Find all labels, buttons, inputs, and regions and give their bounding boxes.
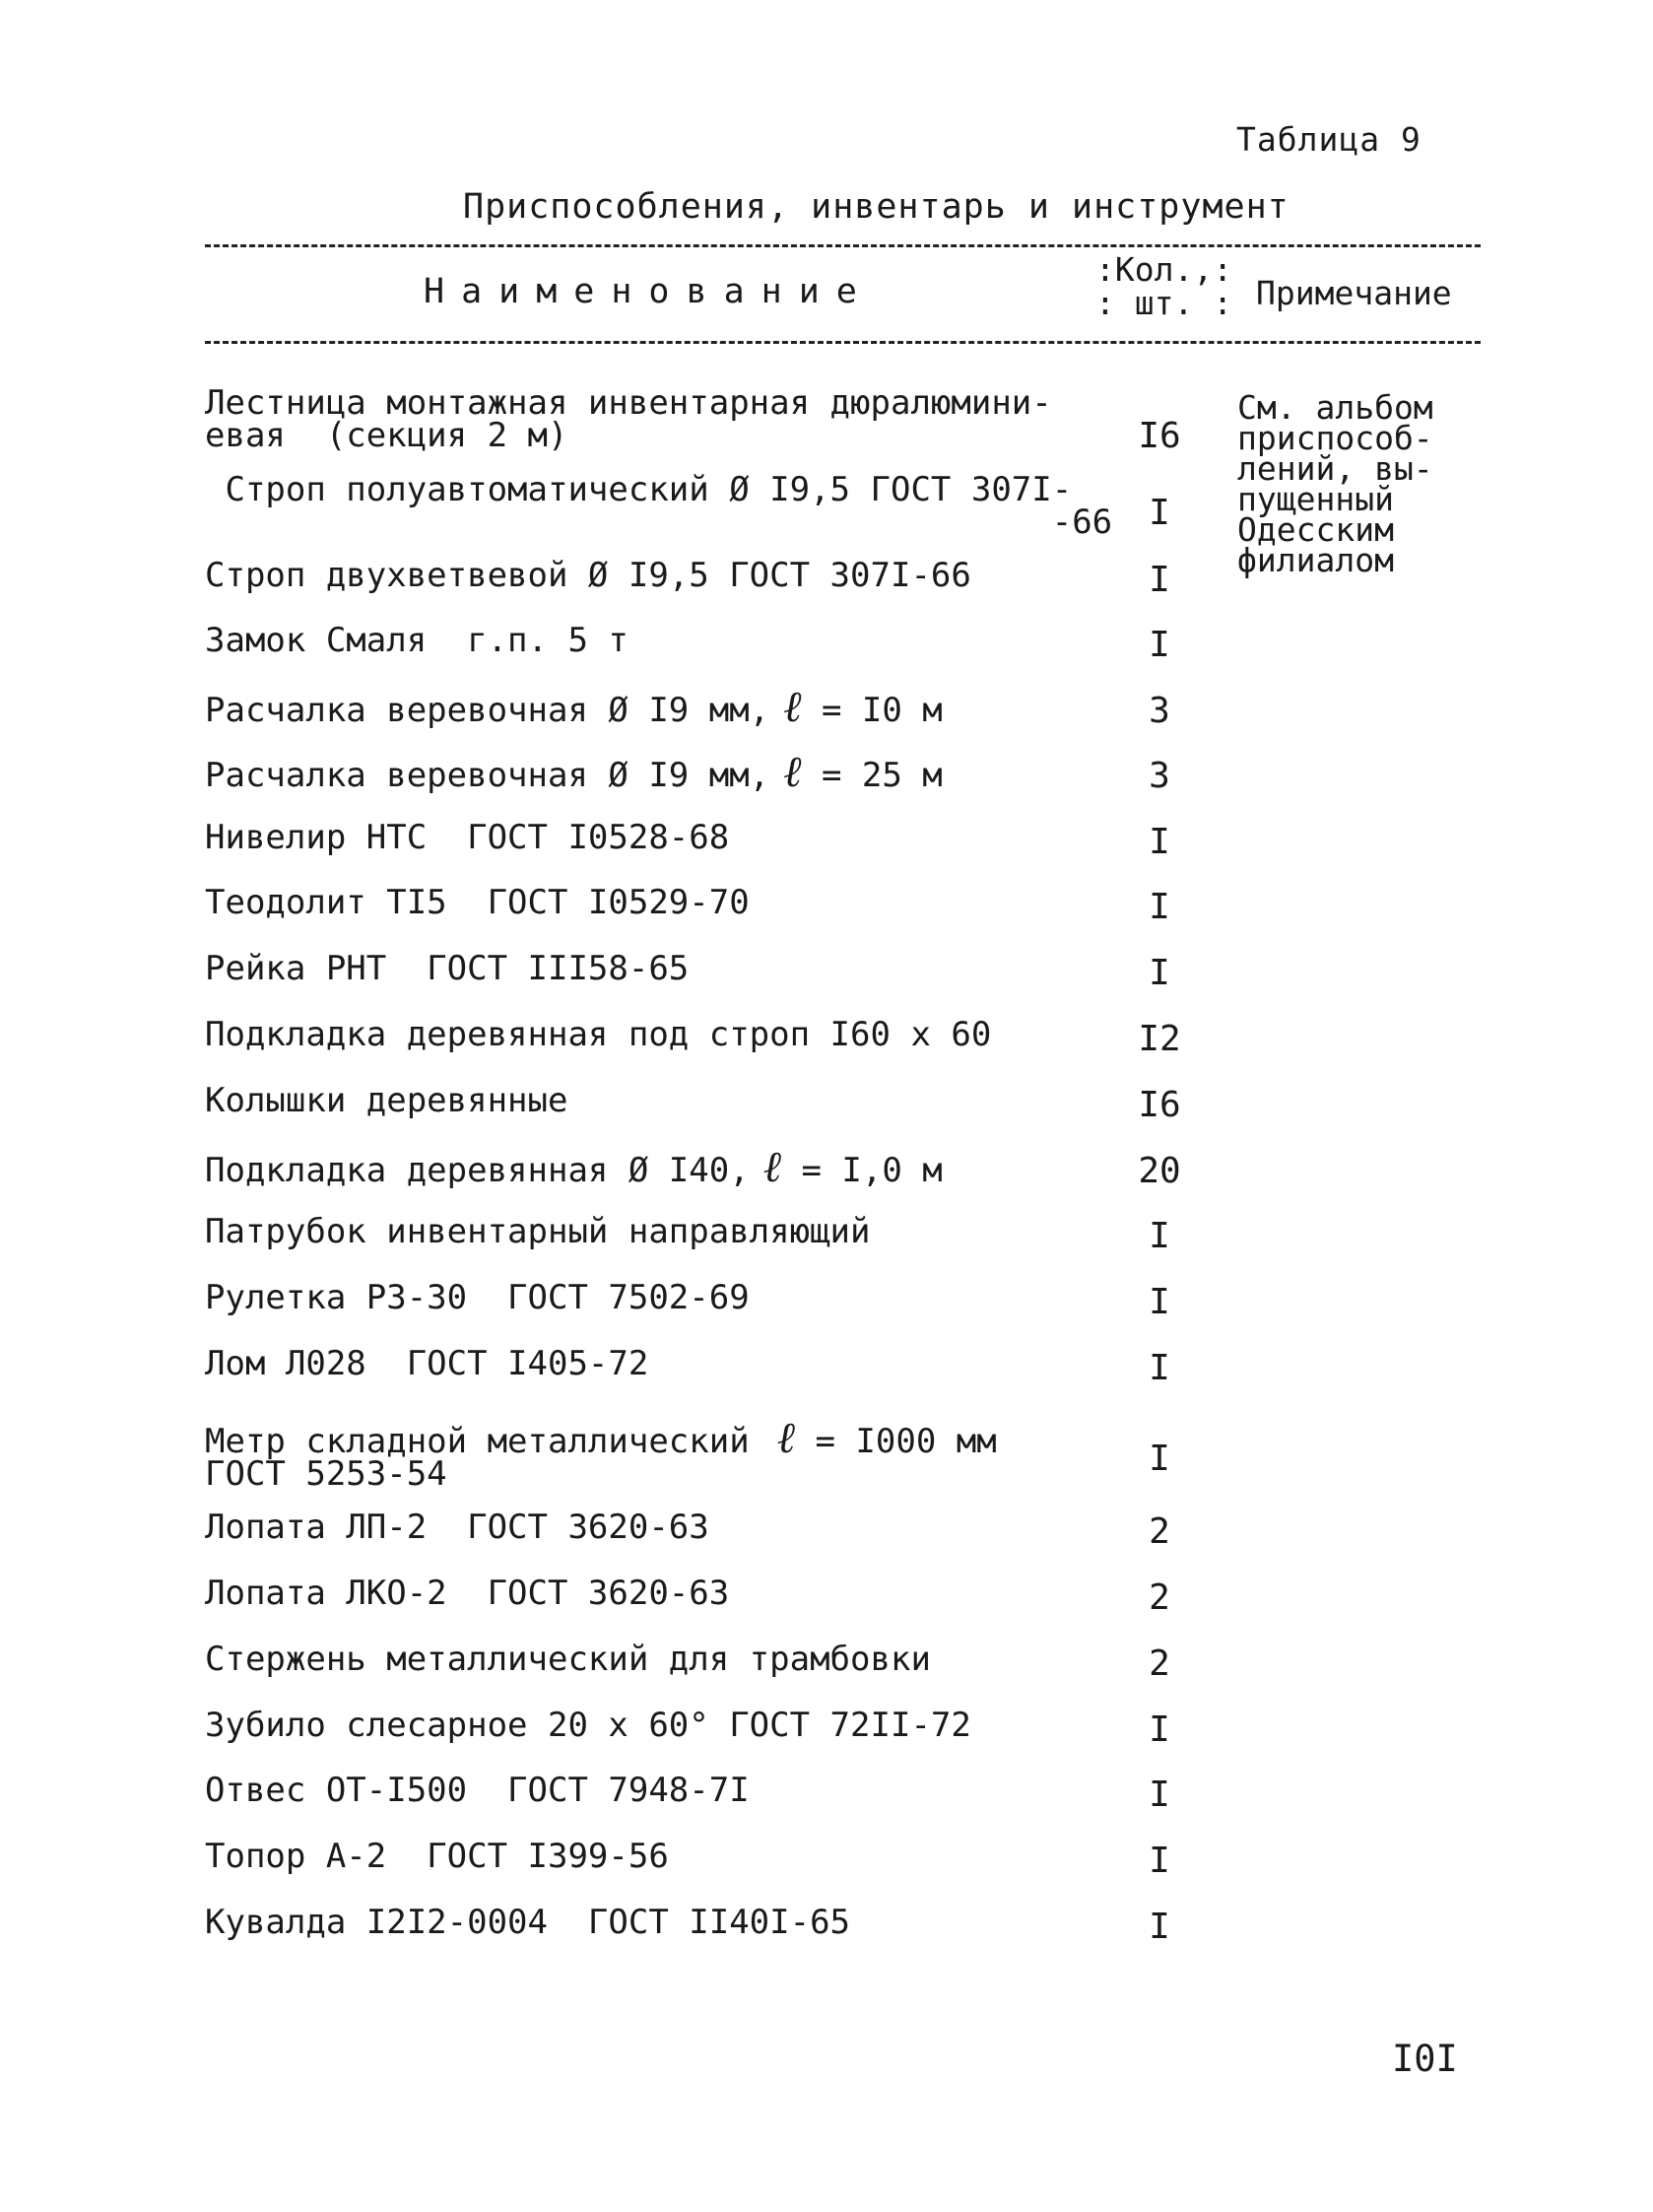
row-name-text: Замок Смаля г.п. 5 т: [205, 621, 628, 660]
row-name-text: Расчалка веревочная Ø I9 мм,: [205, 756, 770, 795]
row-name: [205, 949, 690, 988]
row-name-text: Кувалда I2I2-0004 ГОСТ II40I-65: [205, 1903, 851, 1942]
row-name: [205, 1903, 851, 1942]
column-header-name: Наименование: [424, 272, 874, 311]
column-header-qty: :Кол.,: : шт. :: [1095, 250, 1233, 322]
row-name-text: Лестница монтажная инвентарная дюралюмини- евая (секция 2 м): [205, 383, 1052, 455]
row-qty: 2: [1149, 1643, 1170, 1684]
row-qty: 3: [1149, 691, 1170, 731]
row-name: [205, 818, 730, 857]
row-name-text: Рейка РНТ ГОСТ III58-65: [205, 949, 690, 988]
row-qty: 2: [1149, 1511, 1170, 1552]
row-qty: I: [1149, 1841, 1170, 1881]
row-qty: I: [1149, 822, 1170, 862]
row-name-text: Расчалка веревочная Ø I9 мм,: [205, 691, 770, 730]
row-qty: 20: [1138, 1151, 1181, 1191]
row-name: [205, 383, 1052, 455]
row-qty: 3: [1149, 756, 1170, 796]
row-name: [205, 1142, 943, 1192]
row-name-text: Подкладка деревянная Ø I40,: [205, 1151, 750, 1190]
page-number: I0I: [1392, 2038, 1458, 2080]
row-name-text-after: = I0 м: [801, 691, 943, 730]
row-name-text: Топор А-2 ГОСТ I399-56: [205, 1837, 669, 1876]
row-qty: I: [1149, 625, 1170, 665]
length-symbol: ℓ: [769, 682, 802, 732]
column-header-note: Примечание: [1256, 274, 1452, 312]
row-name: [205, 1278, 750, 1317]
row-name: [205, 883, 750, 922]
row-name: [205, 1081, 568, 1120]
row-name: [205, 556, 971, 595]
row-name: [205, 1640, 931, 1679]
row-name: [205, 1706, 971, 1745]
row-name-text-after: = I000 мм ГОСТ 5253-54: [205, 1422, 997, 1494]
row-name-text: Теодолит TI5 ГОСТ I0529-70: [205, 883, 750, 922]
row-name-text: Строп полуавтоматический Ø I9,5 ГОСТ 307I- -66: [225, 470, 1113, 542]
row-name-text: Метр складной металлический: [205, 1422, 750, 1461]
row-qty: I6: [1138, 1085, 1181, 1125]
row-name-text: Строп двухветвевой Ø I9,5 ГОСТ 307I-66: [205, 556, 971, 595]
row-name-text: Нивелир НТС ГОСТ I0528-68: [205, 818, 730, 857]
row-name-text: Патрубок инвентарный направляющий: [205, 1212, 871, 1251]
row-qty: 2: [1149, 1577, 1170, 1618]
row-name: [205, 1771, 750, 1810]
row-name-text: Лопата ЛКО-2 ГОСТ 3620-63: [205, 1574, 730, 1613]
row-name: [205, 1413, 997, 1494]
row-name-text: Колышки деревянные: [205, 1081, 568, 1120]
length-symbol: ℓ: [769, 747, 802, 797]
row-name-text: Лом Л028 ГОСТ I405-72: [205, 1344, 649, 1383]
row-qty: I: [1149, 560, 1170, 600]
row-qty: I: [1149, 493, 1170, 533]
row-name: [205, 1508, 709, 1547]
row-qty: I: [1149, 887, 1170, 927]
row-name: [205, 1212, 871, 1251]
row-qty: I2: [1138, 1019, 1181, 1059]
row-name: [205, 747, 943, 797]
row-name: [205, 621, 628, 660]
table-label: Таблица 9: [1236, 120, 1422, 159]
row-qty: I: [1149, 1709, 1170, 1750]
row-name: [205, 1344, 649, 1383]
row-qty: I: [1149, 1216, 1170, 1256]
row-name: [205, 682, 943, 732]
row-name: [205, 1837, 669, 1876]
header-bottom-rule: [205, 341, 1481, 344]
row-qty: I: [1149, 953, 1170, 993]
row-name-text-after: = 25 м: [801, 756, 943, 795]
length-symbol: ℓ: [749, 1142, 781, 1192]
row-name: [205, 1574, 730, 1613]
row-qty: I: [1149, 1348, 1170, 1388]
row-name-text: Лопата ЛП-2 ГОСТ 3620-63: [205, 1508, 709, 1547]
length-symbol: ℓ: [749, 1413, 795, 1463]
row-name-text: Отвес ОТ-I500 ГОСТ 7948-7I: [205, 1771, 750, 1810]
row-name-text: Рулетка РЗ-30 ГОСТ 7502-69: [205, 1278, 750, 1317]
note-text: См. альбом приспособ- лений, вы- пущенный Одесским филиалом: [1237, 388, 1433, 579]
table-title: Приспособления, инвентарь и инструмент: [463, 187, 1289, 227]
row-qty: I: [1149, 1907, 1170, 1947]
row-qty: I: [1149, 1775, 1170, 1815]
row-name-text: Стержень металлический для трамбовки: [205, 1640, 931, 1679]
row-qty: I6: [1138, 416, 1181, 456]
row-qty: I: [1149, 1439, 1170, 1479]
row-name: [205, 1015, 992, 1054]
row-name: [205, 470, 1113, 542]
row-name-text-after: = I,0 м: [781, 1151, 943, 1190]
row-qty: I: [1149, 1282, 1170, 1322]
row-name-text: Зубило слесарное 20 х 60° ГОСТ 72II-72: [205, 1706, 971, 1745]
row-name-text: Подкладка деревянная под строп I60 х 60: [205, 1015, 992, 1054]
header-top-rule: [205, 244, 1481, 247]
